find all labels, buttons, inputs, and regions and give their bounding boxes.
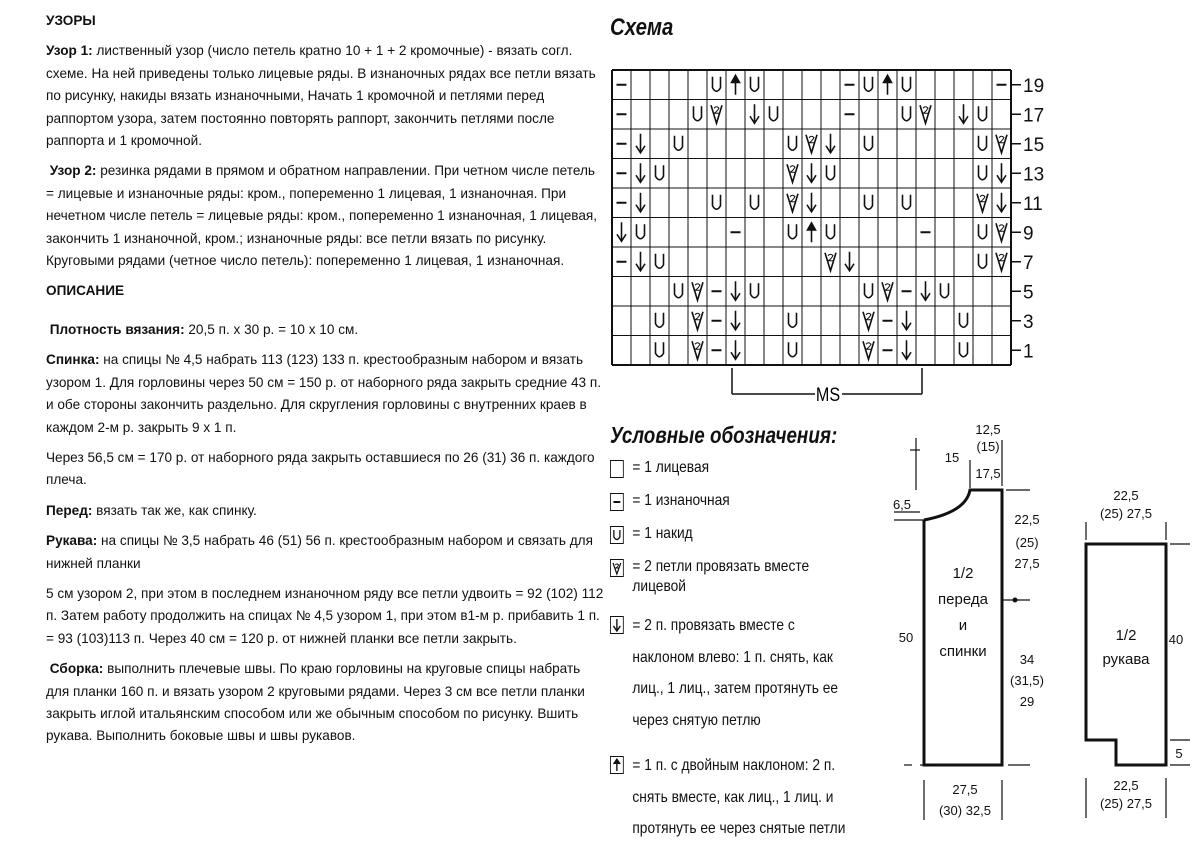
- arrow-down-icon: [610, 616, 624, 634]
- arrow-down-icon: [636, 163, 645, 182]
- yarn-over-icon: [789, 313, 797, 328]
- yarn-over-icon: [979, 224, 987, 239]
- sleeve-title-b: рукава: [1102, 651, 1150, 668]
- back-paragraph: Спинка: на спицы № 4,5 набрать 113 (123) 133 п. крестообразным набором и вязать узором 1. Для горловины через 50 см = 150 р. от наборного ряда закрыть средние 43 п. и обе стороны закончить раздельно. Для скругления горловины с внутренних краев в каждом 2-м р. закрыть 9 х 1 п.: [46, 352, 601, 435]
- yarn-over-icon: [979, 165, 987, 180]
- body-title-line-4: спинки: [939, 643, 987, 660]
- yarn-over-icon: [865, 136, 873, 151]
- arrow-down-icon: [902, 311, 911, 330]
- arrow-down-icon: [731, 311, 740, 330]
- instructions-column: [46, 10, 606, 748]
- yarn-over-icon: [865, 195, 873, 210]
- side-b: (31,5): [1010, 673, 1044, 688]
- arrow-down-icon: [617, 222, 626, 241]
- yarn-over-icon: [713, 195, 721, 210]
- yarn-over-icon: [656, 313, 664, 328]
- legend-item-ssk: = 2 п. провязать вместе с наклоном влево: 1 п. снять, как лиц., 1 лиц., затем протянуть ее через снятую петлю: [610, 610, 859, 736]
- arrow-up-icon: [807, 222, 816, 242]
- arrow-down-icon: [636, 134, 645, 153]
- arrow-down-icon: [826, 134, 835, 153]
- sleeve-bottom-b: (25) 27,5: [1099, 796, 1153, 811]
- k2tog-icon: [863, 341, 874, 359]
- neck-depth-c: 17,5: [975, 466, 1001, 481]
- yarn-over-icon: [770, 106, 778, 121]
- density-paragraph: Плотность вязания: 20,5 п. х 30 р. = 10 х 10 см.: [49, 321, 359, 337]
- yarn-over-icon: [979, 106, 987, 121]
- legend: [610, 458, 859, 859]
- yarn-over-icon: [960, 342, 968, 357]
- k2tog-icon: [882, 282, 893, 300]
- sleeve-bottom-a: 22,5: [1113, 778, 1139, 793]
- yarn-over-icon: [979, 136, 987, 151]
- pattern-1-paragraph: Узор 1: лиственный узор (число петель кратно 10 + 1 + 2 кромочные) - вязать согл. схеме. На ней приведены только лицевые ряды. В изнаночных рядах все петли вязать по рисунку, накиды вязать изнаночными, Начать 1 кромочной и петлями перед раппортом узора, затем постоянно повторять раппорт, закончить петлями после раппорта и 1 кромочной.: [46, 43, 596, 149]
- knit-box-icon: [610, 460, 624, 478]
- knitting-chart: [610, 68, 1050, 408]
- arrow-down-icon: [921, 281, 930, 300]
- arrow-up-icon: [883, 75, 892, 95]
- yarn-over-icon: [941, 283, 949, 298]
- bottom-b: (30) 32,5: [938, 803, 992, 818]
- yarn-over-icon: [675, 283, 683, 298]
- armhole-c: 27,5: [1014, 556, 1040, 571]
- neck-depth-b: (15): [976, 439, 1000, 454]
- k2tog-icon: [806, 135, 817, 153]
- k2tog-icon: [996, 253, 1007, 271]
- yarn-over-icon: [960, 313, 968, 328]
- repeat-label: MS: [815, 383, 841, 406]
- pattern-2-paragraph: Узор 2: резинка рядами в прямом и обратном направлении. При четном числе петель = лицевые и изнаночные ряды: кром., попеременно 1 лицевая, 1 изнаночная. При нечетном числе петель = лицевые ряды: кром., попеременно 1 изнаночная, 1 лицевая, закончить 1 изнаночной, кром.; изнаночные ряды: все петли вязать по рисунку. Круговыми рядами (четное число петель): попеременно 1 лицевая, 1 изнаночная.: [46, 163, 598, 269]
- arrow-down-icon: [807, 163, 816, 182]
- yarn-over-icon: [903, 195, 911, 210]
- row-label: 3: [1023, 311, 1034, 333]
- side-c: 29: [1019, 694, 1035, 709]
- yarn-over-icon: [637, 224, 645, 239]
- k2tog-icon: [610, 559, 624, 577]
- k2tog-icon: [692, 312, 703, 330]
- patterns-heading: УЗОРЫ: [46, 13, 96, 28]
- yarn-over-icon: [827, 165, 835, 180]
- legend-item-purl: = 1 изнаночная: [610, 491, 859, 511]
- side-a: 34: [1019, 652, 1035, 667]
- row-label: 5: [1023, 282, 1034, 304]
- arrow-down-icon: [636, 252, 645, 271]
- arrow-down-icon: [902, 340, 911, 359]
- purl-dash-icon: [610, 493, 624, 511]
- arrow-down-icon: [959, 104, 968, 123]
- row-label: 7: [1023, 252, 1034, 274]
- k2tog-icon: [996, 223, 1007, 241]
- yarn-over-icon: [675, 136, 683, 151]
- body-title-line-2: переда: [938, 591, 988, 608]
- yarn-over-icon: [903, 106, 911, 121]
- yarn-over-icon: [789, 342, 797, 357]
- neck-width-value: 15: [944, 450, 960, 465]
- arrow-up-icon: [610, 756, 624, 774]
- yarn-over-icon: [865, 77, 873, 92]
- legend-item-k2tog: = 2 петли провязать вместе лицевой: [610, 557, 859, 597]
- arrow-down-icon: [636, 193, 645, 212]
- row-label: 13: [1023, 164, 1045, 186]
- body-title-line-3: и: [958, 617, 968, 634]
- arrow-up-icon: [731, 75, 740, 95]
- k2tog-icon: [692, 282, 703, 300]
- sleeve-schematic: [1076, 440, 1196, 840]
- scheme-title: Схема: [610, 14, 674, 41]
- sleeve-title-a: 1/2: [1115, 627, 1137, 644]
- sleeve-height-value: 40: [1168, 632, 1184, 647]
- legend-item-yarn-over: = 1 накид: [610, 524, 859, 544]
- row-label: 17: [1023, 105, 1045, 127]
- arrow-down-icon: [731, 340, 740, 359]
- yarn-over-icon: [694, 106, 702, 121]
- back-paragraph-2: Через 56,5 см = 170 р. от наборного ряда закрыть оставшиеся по 26 (31) 36 п. каждого плеча.: [46, 449, 595, 488]
- front-paragraph: Перед: вязать так же, как спинку.: [46, 502, 257, 518]
- arrow-down-icon: [845, 252, 854, 271]
- yarn-over-icon: [713, 77, 721, 92]
- row-label: 9: [1023, 223, 1034, 245]
- sleeve-top-b: (25) 27,5: [1099, 506, 1153, 521]
- k2tog-icon: [863, 312, 874, 330]
- sleeves-paragraph: Рукава: на спицы № 3,5 набрать 46 (51) 56 п. крестообразным набором и связать для нижней планки: [46, 533, 593, 571]
- yarn-over-icon: [789, 224, 797, 239]
- sleeves-paragraph-2: 5 см узором 2, при этом в последнем изнаночном ряду все петли удвоить = 92 (102) 112 п. Затем работу продолжить на спицах № 4,5 узором 1, при этом в1-м р. прибавить 1 п. = 93 (103)113 п. Через 40 см = 120 р. от нижней планки все петли закрыть.: [46, 585, 604, 646]
- sleeve-cuff-value: 5: [1175, 746, 1183, 761]
- body-title-line-1: 1/2: [952, 565, 974, 582]
- assembly-paragraph: Сборка: выполнить плечевые швы. По краю горловины на круговые спицы набрать для планки 160 п. и вязать узором 2 круговыми рядами. Через 3 см все петли планки закрыть иглой итальянским способом или же обычным способом по рисунку. Вшить рукава. Выполнить боковые швы и швы рукавов.: [46, 661, 585, 744]
- yarn-over-icon: [789, 136, 797, 151]
- yarn-over-icon: [903, 77, 911, 92]
- yarn-over-icon: [656, 254, 664, 269]
- yarn-over-icon: [656, 165, 664, 180]
- neck-depth-a: 12,5: [975, 422, 1001, 437]
- yarn-over-icon: [610, 526, 624, 544]
- body-schematic: [890, 420, 1060, 840]
- legend-item-knit: = 1 лицевая: [610, 458, 859, 478]
- arrow-down-icon: [750, 104, 759, 123]
- yarn-over-icon: [751, 195, 759, 210]
- row-label: 15: [1023, 134, 1045, 156]
- k2tog-icon: [920, 105, 931, 123]
- legend-item-double-decrease: = 1 п. с двойным наклоном: 2 п. снять вместе, как лиц., 1 лиц. и протянуть ее через снятые петли: [610, 750, 859, 845]
- total-height-value: 50: [898, 630, 914, 645]
- armhole-b: (25): [1015, 535, 1039, 550]
- yarn-over-icon: [751, 283, 759, 298]
- k2tog-icon: [787, 164, 798, 182]
- arrow-down-icon: [807, 193, 816, 212]
- yarn-over-icon: [865, 283, 873, 298]
- yarn-over-icon: [979, 254, 987, 269]
- bottom-a: 27,5: [952, 782, 978, 797]
- k2tog-icon: [787, 194, 798, 212]
- k2tog-icon: [692, 341, 703, 359]
- armhole-a: 22,5: [1014, 512, 1040, 527]
- row-label: 11: [1023, 193, 1043, 215]
- description-heading: ОПИСАНИЕ: [46, 283, 125, 299]
- yarn-over-icon: [656, 342, 664, 357]
- sleeve-top-a: 22,5: [1113, 488, 1139, 503]
- yarn-over-icon: [751, 77, 759, 92]
- row-label: 19: [1023, 75, 1045, 97]
- arrow-down-icon: [997, 163, 1006, 182]
- neck-height-value: 6,5: [892, 497, 912, 512]
- k2tog-icon: [711, 105, 722, 123]
- row-label: 1: [1023, 341, 1034, 363]
- k2tog-icon: [996, 135, 1007, 153]
- k2tog-icon: [977, 194, 988, 212]
- yarn-over-icon: [827, 224, 835, 239]
- arrow-down-icon: [731, 281, 740, 300]
- arrow-down-icon: [997, 193, 1006, 212]
- legend-title: Условные обозначения:: [610, 422, 838, 448]
- k2tog-icon: [825, 253, 836, 271]
